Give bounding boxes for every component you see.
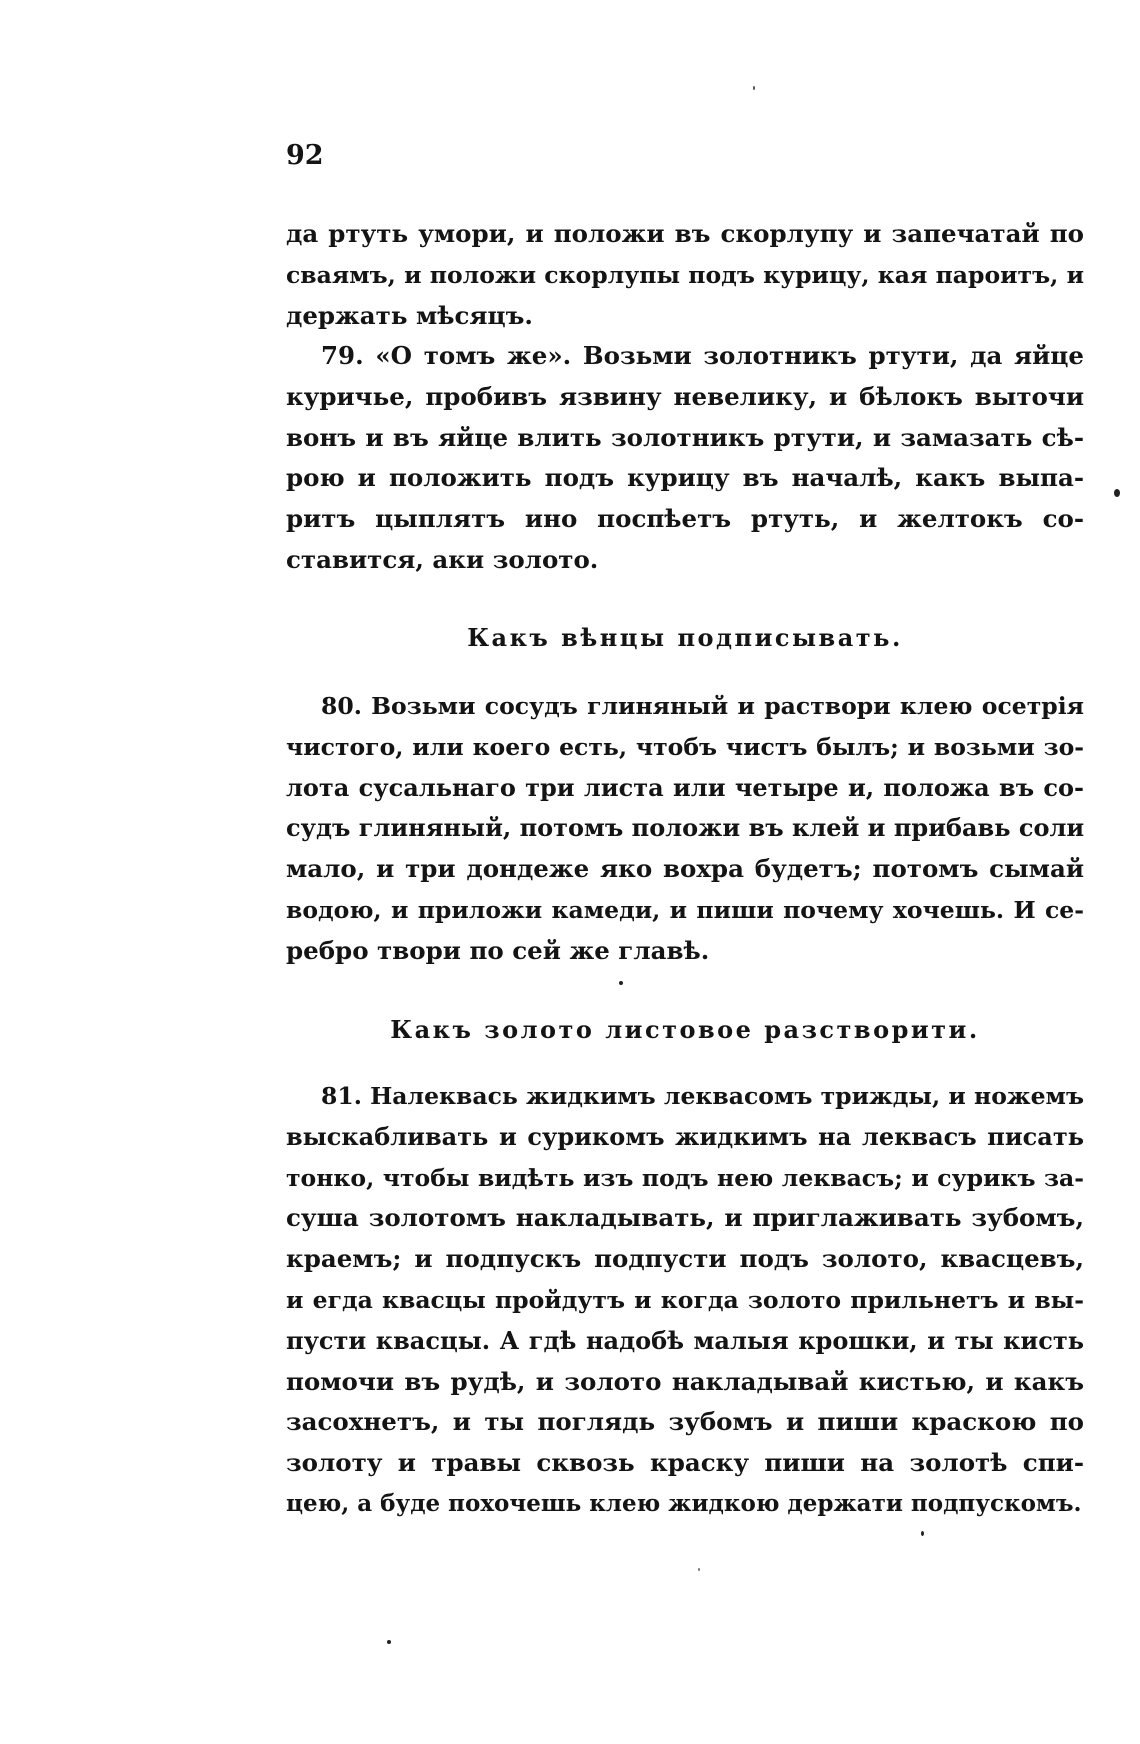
scan-speck xyxy=(921,1531,924,1536)
text-line: суша золотомъ накладывать, и приглаживать зубомъ, xyxy=(286,1203,1084,1233)
paragraph-continuation xyxy=(286,214,1084,336)
text-line: ставится, аки золото. xyxy=(286,544,599,574)
text-line: мало, и три дондеже яко вохра будетъ; потомъ сымай xyxy=(286,854,1084,884)
paragraph-80 xyxy=(286,686,1084,972)
text-line: да ртуть умори, и положи въ скорлупу и запечатай по xyxy=(286,219,1084,248)
text-line: ребро твори по сей же главѣ. xyxy=(286,935,710,965)
scan-speck xyxy=(698,1568,700,1571)
text-line: 81. Налеквась жидкимъ леквасомъ трижды, и ножемъ xyxy=(321,1082,1084,1110)
section-heading: Какъ золото листовое разстворити. xyxy=(390,1015,980,1044)
text-line: рою и положить подъ курицу въ началѣ, какъ выпа- xyxy=(286,463,1084,493)
text-line: держать мѣсяцъ. xyxy=(286,300,533,330)
scan-speck xyxy=(1114,489,1120,497)
scan-speck xyxy=(387,1640,391,1644)
text-line: тонко, чтобы видѣть изъ подъ нею леквасъ; и сурикъ за- xyxy=(286,1163,1084,1192)
paragraph-79 xyxy=(286,336,1084,581)
text-line: сваямъ, и положи скорлупы подъ курицу, кая пароитъ, и xyxy=(286,260,1084,289)
text-line: вонъ и въ яйце влить золотникъ ртути, и замазать сѣ- xyxy=(286,422,1084,452)
section-heading: Какъ вѣнцы подписывать. xyxy=(467,623,903,652)
text-line: помочи въ рудѣ, и золото накладывай кистью, и какъ xyxy=(286,1366,1084,1396)
text-line: водою, и приложи камеди, и пиши почему хочешь. И се- xyxy=(286,895,1084,924)
text-line: золоту и травы сквозь краску пиши на золотѣ спи- xyxy=(286,1448,1084,1478)
text-line: цею, а буде похочешь клею жидкою держати подпускомъ. xyxy=(286,1489,1082,1517)
text-line: 79. «О томъ же». Возьми золотникъ ртути, да яйце xyxy=(321,341,1084,370)
scan-speck xyxy=(619,981,623,985)
text-line: чистого, или коего есть, чтобъ чистъ былъ; и возьми зо- xyxy=(286,732,1084,761)
scan-speck xyxy=(753,86,755,90)
paragraph-81 xyxy=(286,1076,1084,1525)
page-number: 92 xyxy=(286,140,324,171)
text-line: лота сусальнаго три листа или четыре и, положа въ со- xyxy=(286,772,1084,802)
text-line: пусти квасцы. А гдѣ надобѣ малыя крошки, и ты кисть xyxy=(286,1325,1084,1355)
text-line: выскабливать и сурикомъ жидкимъ на леквасъ писать xyxy=(286,1121,1084,1151)
text-line: судъ глиняный, потомъ положи въ клей и прибавь соли xyxy=(286,813,1085,843)
text-line: ритъ цыплятъ ино поспѣетъ ртуть, и желтокъ со- xyxy=(286,504,1084,534)
text-line: и егда квасцы пройдутъ и когда золото прильнетъ и вы- xyxy=(286,1285,1084,1314)
text-line: краемъ; и подпускъ подпусти подъ золото, квасцевъ, xyxy=(286,1244,1084,1274)
text-line: куричье, пробивъ язвину невелику, и бѣлокъ выточи xyxy=(286,381,1084,411)
text-line: 80. Возьми сосудъ глиняный и раствори клею осетрія xyxy=(321,692,1084,720)
text-line: засохнетъ, и ты поглядь зубомъ и пиши краскою по xyxy=(286,1407,1084,1437)
